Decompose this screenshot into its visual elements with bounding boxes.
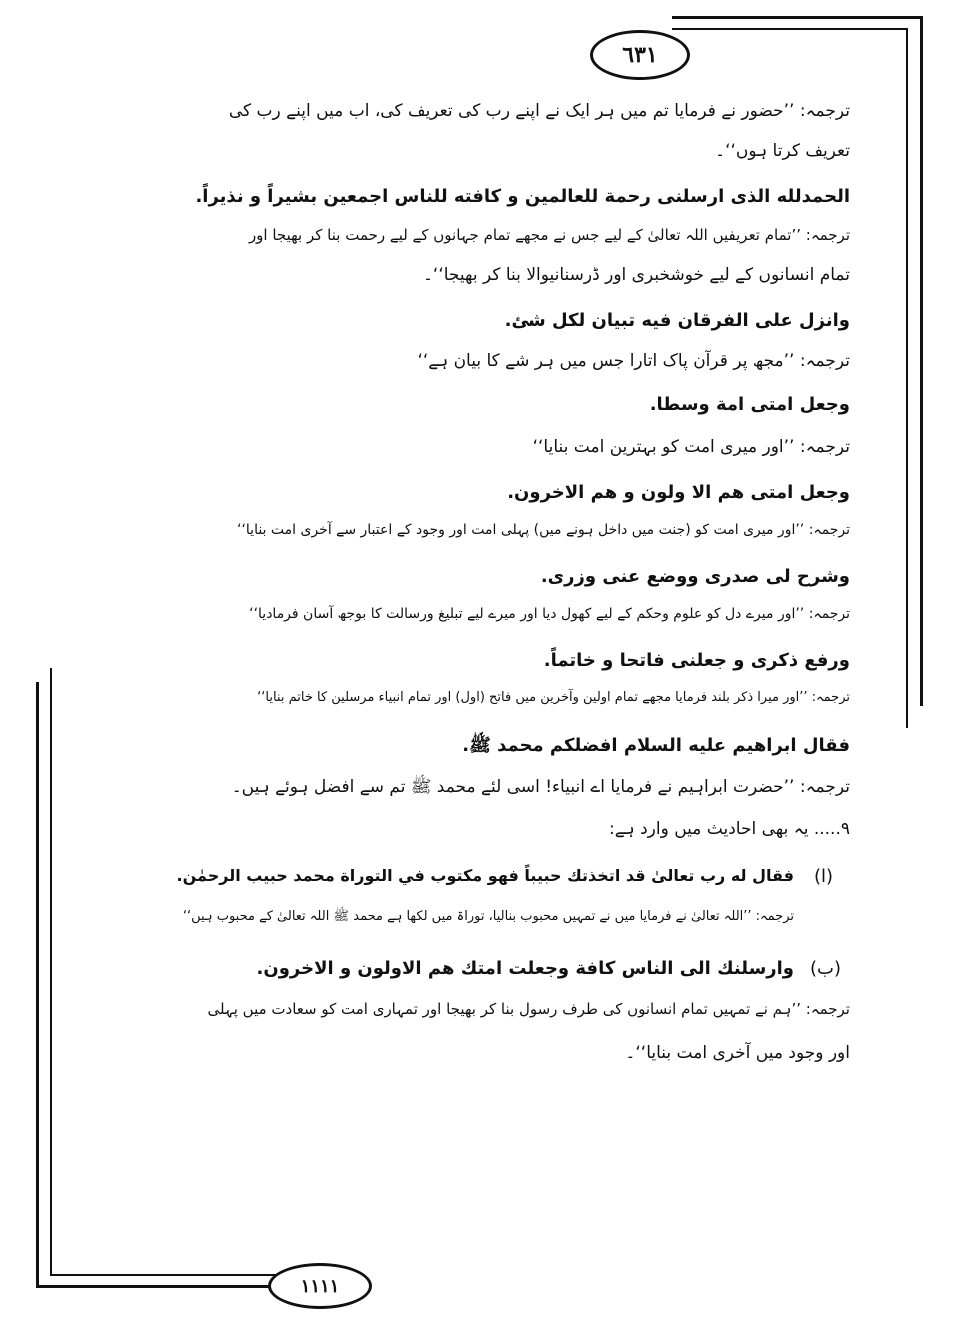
text-line: ترجمہ: ’’ہم نے تمہیں تمام انسانوں کی طرف رسول بنا کر بھیجا اور تمہاری امت کو سعادت میں پہلی [207,1000,850,1018]
text-line: فقال ابراهيم عليه السلام افضلكم محمد ﷺ. [462,735,850,756]
text-line: ترجمہ: ’’حضور نے فرمایا تم میں ہر ایک نے اپنے رب کی تعریف کی، اب میں اپنے رب کی [228,101,850,121]
text-line: ترجمہ: ’’اور میری امت کو بہترین امت بنایا‘‘ [532,437,850,457]
frame-bottom-outer [36,1285,276,1288]
text-line: تعریف کرتا ہوں‘‘۔ [715,141,850,161]
item-label-alif: (ا) [814,866,834,887]
text-line: وارسلنك الى الناس كافة وجعلت امتك هم الاولون و الاخرون. [256,958,794,979]
text-line: ورفع ذكرى و جعلنى فاتحا و خاتماً. [543,650,850,671]
text-line: ترجمہ: ’’اور میری امت کو (جنت میں داخل ہونے میں) پہلی امت اور وجود کے اعتبار سے آخری امت بنایا‘‘ [237,522,850,538]
text-line: ترجمہ: ’’اور میرا ذکر بلند فرمایا مجھے تمام اولین وآخرین میں فاتح (اول) اور تمام انبیاء مرسلین کا خاتم بنایا‘‘ [257,690,850,705]
text-line: وجعل امتى امة وسطا. [649,394,850,415]
text-line: الحمدلله الذى ارسلنى رحمة للعالمين و كافته للناس اجمعين بشيراً و نذيراً. [195,186,850,207]
text-line: وانزل على الفرقان فيه تبيان لكل شئ. [504,310,850,331]
text-line: ترجمہ: ’’اللہ تعالیٰ نے فرمایا میں نے تمہیں محبوب بنالیا، توراۃ میں لکھا ہے محمد ﷺ اللہ تعالیٰ کے محبوب ہیں‘‘ [182,909,794,924]
page-number-badge: ٦٣١ [590,30,690,80]
text-line: ترجمہ: ’’اور میرے دل کو علوم وحکم کے لیے کھول دیا اور میرے لیے تبلیغ ورسالت کا بوجھ آسان فرمادیا‘‘ [249,606,850,622]
text-line: تمام انسانوں کے لیے خوشخبری اور ڈرسنانیوالا بنا کر بھیجا‘‘۔ [422,265,850,285]
frame-bottom-inner [50,1274,276,1276]
text-line: وشرح لى صدرى ووضع عنى وزرى. [540,566,850,587]
text-line: ترجمہ: ’’حضرت ابراہیم نے فرمایا اے انبیاء! اسی لئے محمد ﷺ تم سے افضل ہوئے ہیں۔ [231,777,850,797]
item-label-bay: (ب) [810,958,841,979]
text-line: ٩..... یہ بھی احادیث میں وارد ہے: [609,819,850,839]
frame-right-outer [920,16,923,706]
frame-right-inner [906,28,908,728]
frame-left-inner [50,668,52,1276]
frame-top-outer [672,16,923,19]
frame-left-outer [36,682,39,1287]
frame-top-inner [672,28,908,30]
text-line: وجعل امتى هم الا ولون و هم الاخرون. [507,482,850,503]
text-line: فقال له رب تعالىٰ قد اتخذتك حبيباً فهو مكتوب في التوراة محمد حبيب الرحمٰن. [176,866,794,885]
text-line: اور وجود میں آخری امت بنایا‘‘۔ [625,1043,850,1063]
text-line: ترجمہ: ’’مجھ پر قرآن پاک اتارا جس میں ہر شے کا بیان ہے‘‘ [417,351,850,371]
bottom-number-badge: ١١١١ [268,1263,372,1309]
text-line: ترجمہ: ’’تمام تعریفیں اللہ تعالیٰ کے لیے جس نے مجھے تمام جہانوں کے لیے رحمت بنا کر بھیجا اور [248,226,850,244]
